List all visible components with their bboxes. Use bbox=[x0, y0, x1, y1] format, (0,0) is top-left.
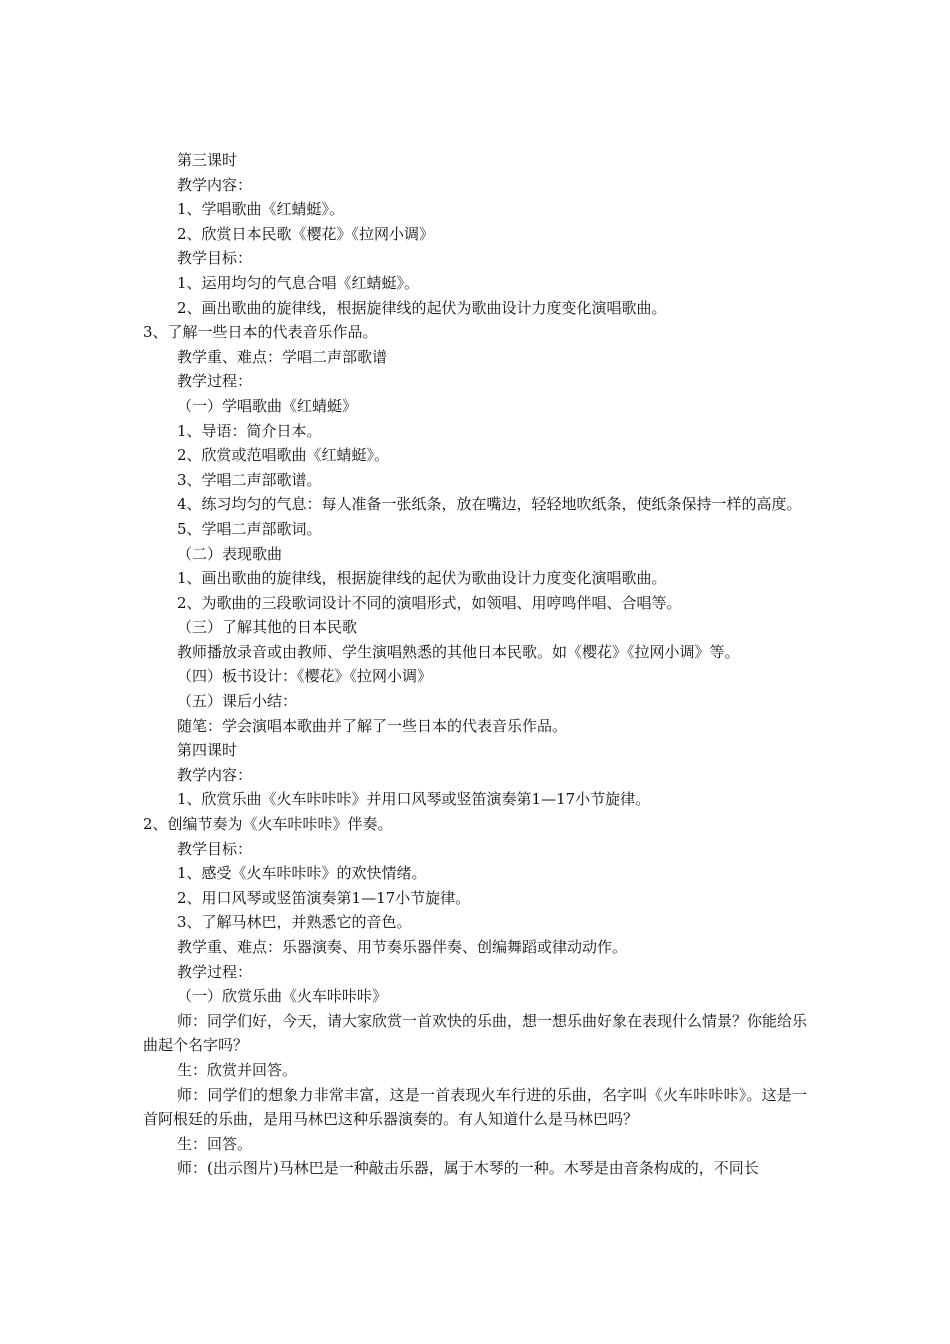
paragraph: 教学重、难点：学唱二声部歌谱 bbox=[177, 347, 388, 366]
paragraph: 1、欣赏乐曲《火车咔咔咔》并用口风琴或竖笛演奏第1—17小节旋律。 bbox=[177, 790, 651, 809]
paragraph: 随笔：学会演唱本歌曲并了解了一些日本的代表音乐作品。 bbox=[177, 716, 568, 735]
paragraph: 1、导语：简介日本。 bbox=[177, 421, 322, 440]
paragraph: （四）板书设计：《樱花》《拉网小调》 bbox=[177, 667, 433, 686]
paragraph: 生：欣赏并回答。 bbox=[177, 1060, 298, 1079]
paragraph: 1、学唱歌曲《红蜻蜓》。 bbox=[177, 200, 345, 219]
paragraph: （三）了解其他的日本民歌 bbox=[177, 618, 358, 637]
paragraph: 师：(出示图片)马林巴是一种敲击乐器，属于木琴的一种。木琴是由音条构成的，不同长 bbox=[177, 1159, 759, 1178]
paragraph: 师：同学们好，今天，请大家欣赏一首欢快的乐曲，想一想乐曲好象在表现什么情景？你能给乐曲起个名字吗？ bbox=[143, 1011, 808, 1055]
paragraph: 生：回答。 bbox=[177, 1134, 253, 1153]
paragraph: 1、运用均匀的气息合唱《红蜻蜓》。 bbox=[177, 273, 420, 292]
paragraph: 2、画出歌曲的旋律线，根据旋律线的起伏为歌曲设计力度变化演唱歌曲。 bbox=[177, 298, 667, 317]
paragraph: 2、为歌曲的三段歌词设计不同的演唱形式，如领唱、用哼鸣伴唱、合唱等。 bbox=[177, 593, 682, 612]
document-body bbox=[143, 148, 807, 1181]
paragraph: 3、了解一些日本的代表音乐作品。 bbox=[143, 323, 378, 342]
paragraph: 3、了解马林巴，并熟悉它的音色。 bbox=[177, 913, 412, 932]
paragraph: （一）学唱歌曲《红蜻蜓》 bbox=[177, 396, 358, 415]
paragraph: 3、学唱二声部歌谱。 bbox=[177, 470, 322, 489]
paragraph: 教学过程： bbox=[177, 962, 253, 981]
paragraph: 4、练习均匀的气息：每人准备一张纸条，放在嘴边，轻轻地吹纸条，使纸条保持一样的高度。 bbox=[177, 495, 802, 514]
paragraph: 第三课时 bbox=[177, 151, 238, 169]
paragraph: 2、用口风琴或竖笛演奏第1—17小节旋律。 bbox=[177, 888, 471, 907]
paragraph: 2、欣赏或范唱歌曲《红蜻蜓》。 bbox=[177, 446, 390, 465]
paragraph: 教学内容： bbox=[177, 765, 253, 784]
paragraph: 5、学唱二声部歌词。 bbox=[177, 519, 322, 538]
paragraph: 1、画出歌曲的旋律线，根据旋律线的起伏为歌曲设计力度变化演唱歌曲。 bbox=[177, 569, 667, 588]
paragraph: 教学目标： bbox=[177, 839, 253, 858]
paragraph: 师：同学们的想象力非常丰富，这是一首表现火车行进的乐曲，名字叫《火车咔咔咔》。这是一首阿根廷的乐曲，是用马林巴这种乐器演奏的。有人知道什么是马林巴吗？ bbox=[143, 1085, 807, 1129]
paragraph: 1、感受《火车咔咔咔》的欢快情绪。 bbox=[177, 864, 427, 883]
paragraph: （一）欣赏乐曲《火车咔咔咔》 bbox=[177, 987, 388, 1006]
paragraph: 教学内容： bbox=[177, 175, 253, 194]
paragraph: 2、创编节奏为《火车咔咔咔》伴奏。 bbox=[143, 815, 393, 834]
paragraph: 第四课时 bbox=[177, 741, 238, 760]
paragraph: （五）课后小结： bbox=[177, 692, 298, 711]
paragraph: 教学重、难点：乐器演奏、用节奏乐器伴奏、创编舞蹈或律动动作。 bbox=[177, 938, 628, 956]
paragraph: 教师播放录音或由教师、学生演唱熟悉的其他日本民歌。如《樱花》《拉网小调》等。 bbox=[177, 642, 740, 661]
paragraph: 教学过程： bbox=[177, 372, 253, 391]
paragraph: 2、欣赏日本民歌《樱花》《拉网小调》 bbox=[177, 224, 435, 243]
paragraph: （二）表现歌曲 bbox=[177, 544, 283, 563]
paragraph: 教学目标： bbox=[177, 249, 253, 268]
